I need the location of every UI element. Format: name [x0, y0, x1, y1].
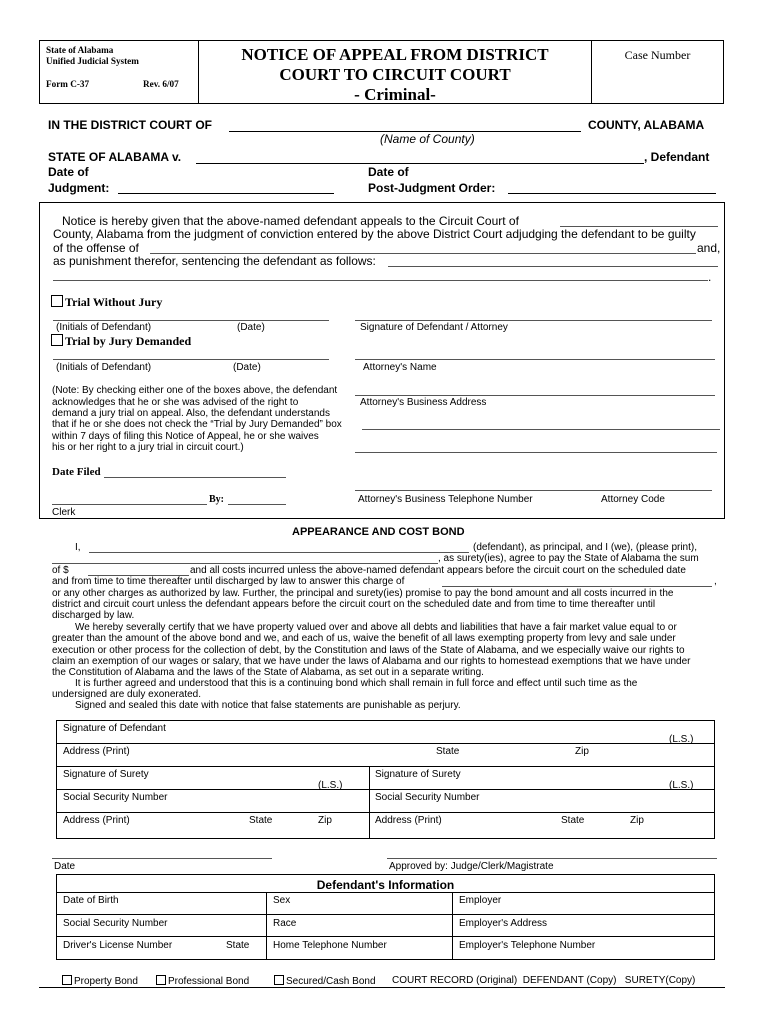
bond-p7: discharged by law.	[52, 610, 135, 621]
surety-1-zip-label[interactable]: Zip	[318, 815, 332, 826]
sig-row-divider-3	[56, 789, 715, 790]
attorney-phone-field[interactable]	[355, 490, 712, 491]
trial-by-jury-option[interactable]	[51, 334, 191, 349]
note-line-6: his or her right to a jury trial in circuit court.)	[52, 442, 244, 453]
date-filed-label: Date Filed	[52, 466, 101, 478]
bond-p15: Signed and sealed this date with notice that false statements are punishable as perjury.	[75, 700, 461, 711]
surety-2-zip-label[interactable]: Zip	[630, 815, 644, 826]
judgment-label: Judgment:	[48, 181, 110, 195]
sig-def-att-field[interactable]	[355, 320, 712, 321]
trial-without-jury-option[interactable]	[51, 295, 162, 310]
race-label[interactable]: Race	[273, 918, 297, 929]
defendant-info-title: Defendant's Information	[316, 878, 455, 892]
professional-bond-option[interactable]	[156, 975, 249, 987]
sex-label[interactable]: Sex	[273, 895, 291, 906]
notice-line-5: .	[708, 270, 712, 284]
employer-phone-label[interactable]: Employer's Telephone Number	[459, 940, 596, 951]
notice-line-1: Notice is hereby given that the above-named defendant appeals to the Circuit Court of	[62, 214, 519, 228]
home-phone-label[interactable]: Home Telephone Number	[273, 940, 387, 951]
trial-by-jury-label: Trial by Jury Demanded	[65, 334, 192, 348]
note-line-2: acknowledges that he or she was advised of the right to	[52, 397, 299, 408]
professional-bond-checkbox[interactable]	[156, 975, 166, 985]
bond-p13: It is further agreed and understood that this is a continuing bond which shall remain in full force and effect until such time as the	[75, 678, 638, 689]
dl-state-label[interactable]: State	[226, 940, 250, 951]
professional-bond-label: Professional Bond	[168, 976, 250, 987]
bond-p14: undersigned are duly exonerated.	[52, 689, 201, 700]
defendant-name-field[interactable]	[196, 163, 644, 164]
clerk-caption: Clerk	[52, 507, 76, 518]
surety-names-field[interactable]	[52, 563, 438, 564]
sig-row-divider-1	[56, 743, 715, 744]
notice-box	[39, 202, 725, 519]
state-label: State of Alabama	[46, 45, 114, 55]
info-divider-3	[56, 936, 715, 937]
def-state-label[interactable]: State	[436, 746, 460, 757]
def-ssn-label[interactable]: Social Security Number	[63, 918, 168, 929]
notice-line-3a: of the offense of	[53, 241, 139, 255]
sig-surety-2-label[interactable]: Signature of Surety	[375, 769, 461, 780]
form-number: Form C-37	[46, 79, 90, 89]
note-line-3: demand a jury trial on appeal. Also, the defendant understands	[52, 408, 330, 419]
charge-field[interactable]	[442, 586, 712, 587]
post-judgment-label: Post-Judgment Order:	[368, 181, 496, 195]
employer-address-label[interactable]: Employer's Address	[459, 918, 548, 929]
attorney-phone-caption: Attorney's Business Telephone Number	[358, 494, 533, 505]
initials-field-1[interactable]	[53, 320, 329, 321]
note-line-4: that if he or she does not check the “Trial by Jury Demanded” box	[52, 419, 342, 430]
bond-p2: , as surety(ies), agree to pay the State of Alabama the sum	[438, 553, 699, 564]
surety-1-state-label[interactable]: State	[249, 815, 273, 826]
info-col-divider-1	[266, 892, 267, 960]
def-zip-label[interactable]: Zip	[575, 746, 589, 757]
sentence-field-1[interactable]	[388, 266, 718, 267]
note-line-1: (Note: By checking either one of the boxes above, the defendant	[52, 385, 338, 396]
surety-1-address-label[interactable]: Address (Print)	[63, 815, 130, 826]
judgment-date-field[interactable]	[118, 193, 334, 194]
sig-surety-1-label[interactable]: Signature of Surety	[63, 769, 149, 780]
def-address-label[interactable]: Address (Print)	[63, 746, 130, 757]
bond-p11: claim an exemption of our wages or salary, that we have under the laws of Alabama and our rights to homestead exemptions that we have under	[52, 656, 691, 667]
info-divider-2	[56, 914, 715, 915]
bond-p4b: ,	[714, 576, 717, 587]
clerk-field[interactable]	[52, 504, 207, 505]
sig-row-divider-4	[56, 812, 715, 813]
surety-2-address-label[interactable]: Address (Print)	[375, 815, 442, 826]
note-line-5: within 7 days of filing this Notice of Appeal, he or she waives	[52, 431, 319, 442]
bottom-rule	[39, 987, 725, 988]
bond-p3a: of $	[52, 565, 69, 576]
bond-p1b: (defendant), as principal, and I (we), (please print),	[473, 542, 697, 553]
name-of-county-caption: (Name of County)	[380, 132, 475, 146]
secured-bond-checkbox[interactable]	[274, 975, 284, 985]
ssn-surety-1-label[interactable]: Social Security Number	[63, 792, 168, 803]
sig-def-label[interactable]: Signature of Defendant	[63, 723, 166, 734]
date-of-judgment-label-1: Date of	[48, 165, 89, 179]
by-field[interactable]	[228, 504, 286, 505]
bond-title: APPEARANCE AND COST BOND	[292, 526, 465, 538]
bond-p5: or any other charges as authorized by law. Further, the principal and surety(ies) promise to pay the bond amount and all costs incurred in the	[52, 588, 674, 599]
copy-distribution: COURT RECORD (Original) DEFENDANT (Copy) SURETY(Copy)	[392, 975, 696, 986]
date-of-post-label: Date of	[368, 165, 409, 179]
bond-p9: greater than the amount of the above bond and we, and each of us, waive the benefit of all laws exempting property from levy and sale under	[52, 633, 676, 644]
bond-p6: district and circuit court unless the defendant appears before the circuit court on the scheduled date and from time to time thereafter until	[52, 599, 656, 610]
bond-p3b: and all costs incurred unless the above-named defendant appears before the circuit court on the scheduled date	[190, 565, 686, 576]
ls-3: (L.S.)	[669, 780, 694, 791]
county-alabama-label: COUNTY, ALABAMA	[588, 118, 705, 132]
sentence-field-2[interactable]	[53, 280, 708, 281]
secured-bond-option[interactable]	[274, 975, 376, 987]
date-caption-1: (Date)	[237, 322, 265, 333]
state-v-label: STATE OF ALABAMA v.	[48, 150, 182, 164]
surety-2-state-label[interactable]: State	[561, 815, 585, 826]
secured-bond-label: Secured/Cash Bond	[286, 976, 376, 987]
ls-1: (L.S.)	[669, 734, 694, 745]
initials-caption-1: (Initials of Defendant)	[56, 322, 152, 333]
info-col-divider-2	[452, 892, 453, 960]
sig-row-divider-2	[56, 766, 715, 767]
attorney-address-caption: Attorney's Business Address	[360, 397, 487, 408]
principal-name-field[interactable]	[89, 552, 469, 553]
title-line-2: COURT TO CIRCUIT COURT	[279, 65, 511, 84]
attorney-name-field[interactable]	[355, 359, 715, 360]
bond-p8: We hereby severally certify that we have property valued over and above all debts and liabilities that have a fair market value equal to or	[75, 622, 677, 633]
form-revision: Rev. 6/07	[143, 79, 179, 89]
date-caption: Date	[54, 861, 76, 872]
drivers-license-label[interactable]: Driver's License Number	[63, 940, 173, 951]
notice-line-4: as punishment therefor, sentencing the defendant as follows:	[53, 254, 376, 268]
date-caption-2: (Date)	[233, 362, 261, 373]
sig-col-divider	[369, 766, 370, 839]
case-number-label: Case Number	[624, 48, 691, 62]
attorney-name-caption: Attorney's Name	[363, 362, 437, 373]
in-district-court-label: IN THE DISTRICT COURT OF	[48, 118, 212, 132]
approved-field[interactable]	[387, 858, 717, 859]
attorney-code-caption: Attorney Code	[601, 494, 665, 505]
trial-by-jury-checkbox[interactable]	[51, 334, 63, 346]
initials-caption-2: (Initials of Defendant)	[56, 362, 152, 373]
property-bond-option[interactable]	[62, 975, 138, 987]
attorney-address-field-1[interactable]	[355, 395, 715, 396]
post-judgment-date-field[interactable]	[508, 193, 716, 194]
notice-line-3b: and,	[697, 241, 721, 255]
bond-p4a: and from time to time thereafter until discharged by law to answer this charge of	[52, 576, 405, 587]
bond-p1a: I,	[75, 542, 81, 553]
bond-p10: execution or other process for the collection of debt, by the Constitution and laws of the State of Alabama, and we especially waive our rights to	[52, 645, 685, 656]
employer-label[interactable]: Employer	[459, 895, 502, 906]
info-divider-1	[56, 892, 715, 893]
system-label: Unified Judicial System	[46, 56, 139, 66]
defendant-label: , Defendant	[644, 150, 710, 164]
ssn-surety-2-label[interactable]: Social Security Number	[375, 792, 480, 803]
sig-def-att-caption: Signature of Defendant / Attorney	[360, 322, 508, 333]
ls-2: (L.S.)	[318, 780, 343, 791]
attorney-address-field-2[interactable]	[362, 429, 720, 430]
trial-without-jury-checkbox[interactable]	[51, 295, 63, 307]
date-filed-field[interactable]	[104, 477, 286, 478]
date-field[interactable]	[52, 858, 272, 859]
property-bond-checkbox[interactable]	[62, 975, 72, 985]
property-bond-label: Property Bond	[74, 976, 138, 987]
notice-line-2: County, Alabama from the judgment of conviction entered by the above District Court adjudging the defendant to be guilty	[53, 227, 696, 241]
trial-without-jury-label: Trial Without Jury	[65, 295, 163, 309]
dob-label[interactable]: Date of Birth	[63, 895, 119, 906]
by-label: By:	[209, 494, 224, 505]
approved-caption: Approved by: Judge/Clerk/Magistrate	[389, 861, 554, 872]
title-line-1: NOTICE OF APPEAL FROM DISTRICT	[241, 45, 549, 64]
bond-p12: the Constitution of Alabama and the laws of the State of Alabama, as set out in a separate writing.	[52, 667, 484, 678]
attorney-address-field-3[interactable]	[355, 452, 717, 453]
title-line-3: - Criminal-	[354, 85, 436, 104]
initials-field-2[interactable]	[53, 359, 329, 360]
